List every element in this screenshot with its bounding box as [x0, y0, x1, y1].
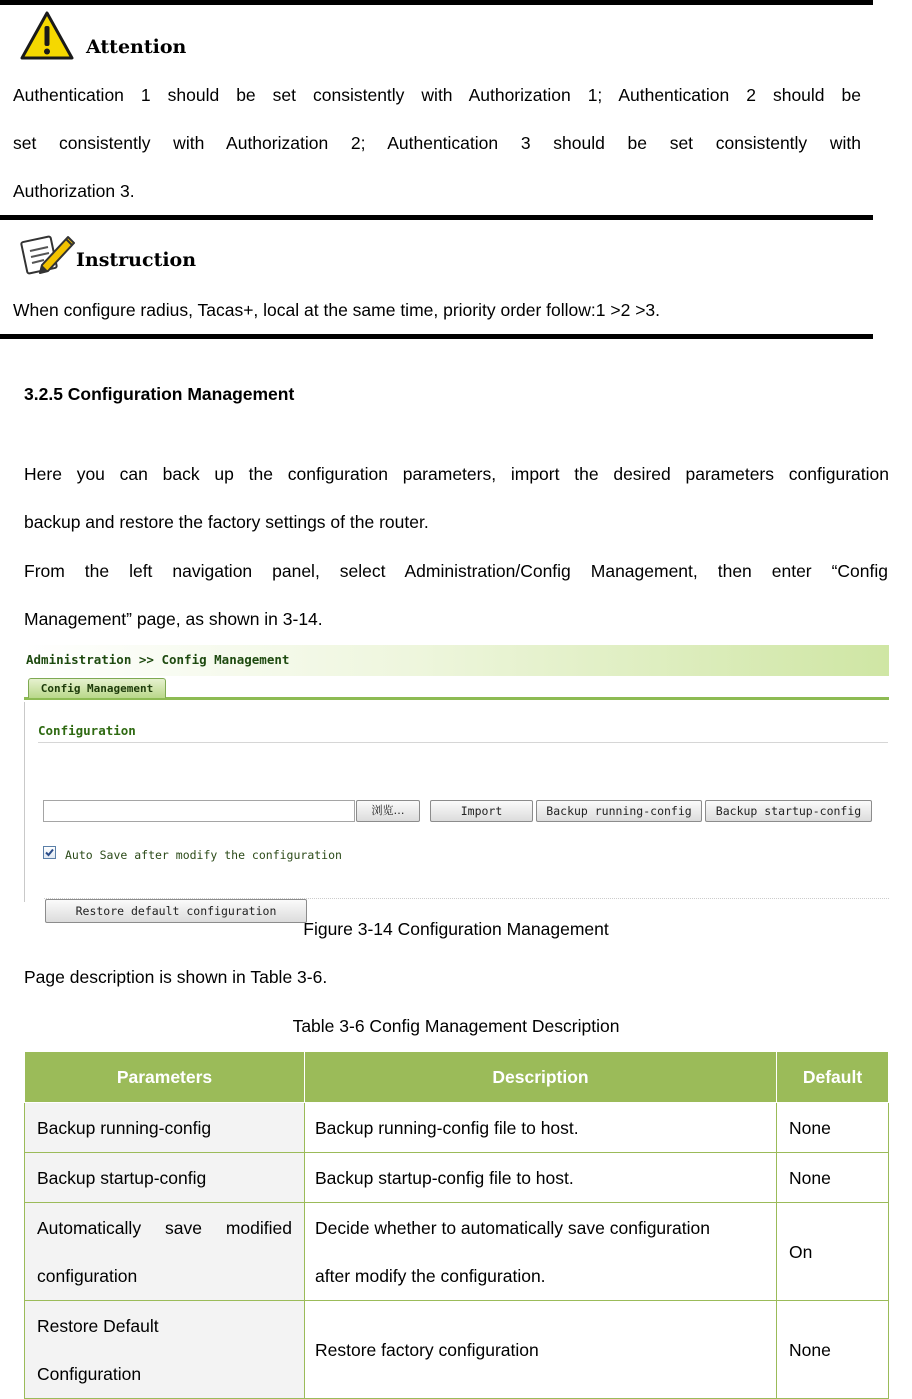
restore-default-button[interactable]: Restore default configuration — [45, 899, 307, 923]
import-button[interactable]: Import — [430, 800, 533, 822]
table-row — [25, 1301, 889, 1399]
breadcrumb: Administration >> Config Management — [26, 652, 290, 667]
desc-cell: Restore factory configuration — [305, 1301, 777, 1399]
panel-title: Configuration — [38, 723, 136, 738]
desc-cell: Decide whether to automatically save configuration after modify the configuration. — [305, 1203, 777, 1301]
para1-line1: Here you can back up the configuration parameters, import the desired parameters configuration — [24, 464, 889, 484]
section-heading: 3.2.5 Configuration Management — [24, 384, 295, 404]
default-cell: None — [777, 1301, 889, 1399]
default-cell: None — [777, 1153, 889, 1203]
figure-caption: Figure 3-14 Configuration Management — [303, 919, 609, 939]
table-row — [25, 1203, 889, 1301]
header-parameters: Parameters — [25, 1052, 305, 1103]
header-default: Default — [777, 1052, 889, 1103]
config-description-table — [24, 1051, 889, 1399]
para2-line1: From the left navigation panel, select Administration/Config Management, then enter “Config — [24, 561, 888, 581]
config-management-screenshot — [24, 645, 889, 918]
desc-cell: Backup startup-config file to host. — [305, 1153, 777, 1203]
instruction-label: Instruction — [76, 249, 197, 271]
table-row — [25, 1153, 889, 1203]
desc-cell: Backup running-config file to host. — [305, 1103, 777, 1153]
para1-line2: backup and restore the factory settings of the router. — [24, 512, 429, 532]
header-description: Description — [305, 1052, 777, 1103]
backup-running-config-button[interactable]: Backup running-config — [536, 800, 702, 822]
warning-triangle-icon — [20, 11, 74, 61]
page-description: Page description is shown in Table 3-6. — [24, 967, 328, 987]
table-caption: Table 3-6 Config Management Description — [292, 1016, 620, 1036]
param-cell: Automatically save modified configuration — [25, 1203, 305, 1301]
attention-text-line1: Authentication 1 should be set consistently with Authorization 1; Authentication 2 should be — [13, 85, 861, 105]
auto-save-label: Auto Save after modify the configuration — [65, 848, 342, 862]
instruction-text: When configure radius, Tacas+, local at the same time, priority order follow:1 >2 >3. — [13, 300, 661, 320]
table-header-row — [25, 1052, 889, 1103]
browse-button[interactable]: 浏览… — [356, 800, 420, 822]
attention-text-line3: Authorization 3. — [13, 181, 135, 201]
bottom-rule — [0, 334, 873, 339]
checkmark-icon — [44, 847, 55, 858]
config-panel — [24, 702, 889, 918]
para2-line2: Management” page, as shown in 3-14. — [24, 609, 323, 629]
param-cell: Restore Default Configuration — [25, 1301, 305, 1399]
backup-startup-config-button[interactable]: Backup startup-config — [705, 800, 872, 822]
top-rule — [0, 0, 873, 5]
table-row — [25, 1103, 889, 1153]
auto-save-checkbox[interactable] — [43, 846, 56, 859]
attention-label: Attention — [86, 36, 187, 58]
attention-text-line2: set consistently with Authorization 2; Authentication 3 should be set consistently with — [13, 133, 861, 153]
breadcrumb-bar — [24, 645, 889, 676]
screenshot-bottom-divider — [44, 898, 889, 899]
middle-rule — [0, 215, 873, 220]
default-cell: On — [777, 1203, 889, 1301]
param-cell: Backup startup-config — [25, 1153, 305, 1203]
tab-config-management[interactable]: Config Management — [28, 678, 166, 698]
file-path-input[interactable] — [43, 800, 355, 822]
panel-title-divider — [38, 742, 888, 743]
param-cell: Backup running-config — [25, 1103, 305, 1153]
pencil-note-icon — [20, 229, 76, 277]
default-cell: None — [777, 1103, 889, 1153]
